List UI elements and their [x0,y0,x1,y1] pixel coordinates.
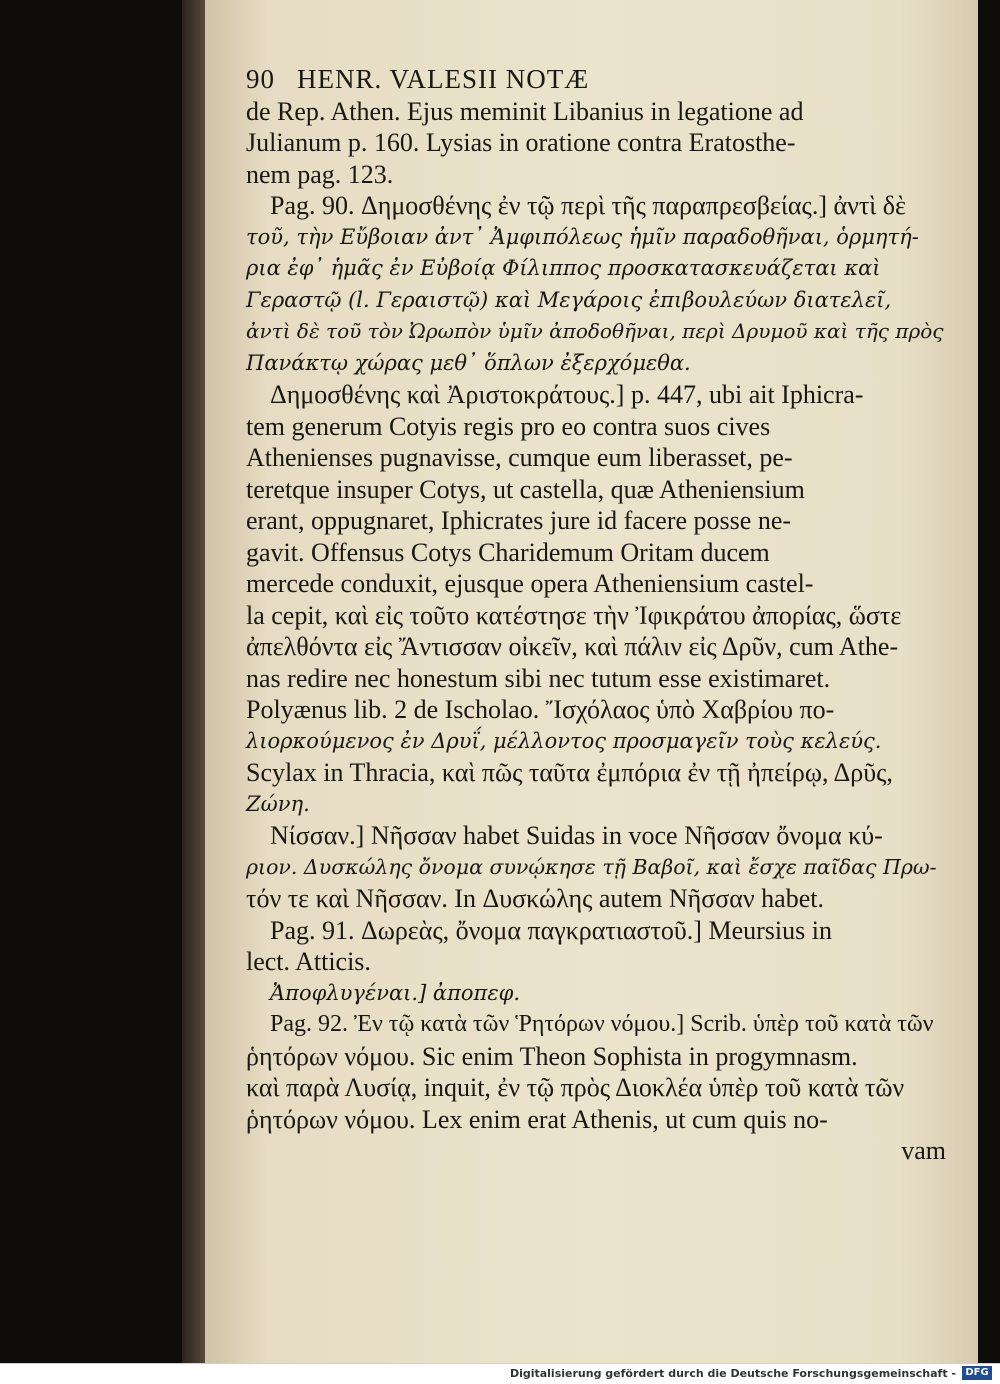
text-line: ἀπελθόντα εἰς Ἄντισσαν οἰκεῖν, καὶ πάλιν εἰς Δρῦν, cum Athe- [246,632,899,661]
text-line: mercede conduxit, ejusque opera Atheniensium castel- [246,569,814,598]
text-line: Ἀποφλυγέναι.] ἀποπεφ. [270,980,521,1005]
text-line: Polyænus lib. 2 de Ischolao. Ἴσχόλαος ὑπὸ Χαβρίου πο- [246,695,835,724]
text-line: Pag. 91. Δωρεὰς, ὄνομα παγκρατιαστοῦ.] Meursius in [270,915,832,945]
text-line: lect. Atticis. [246,947,371,976]
text-line: Pag. 92. Ἐν τῷ κατὰ τῶν Ῥητόρων νόμου.] Scrib. ὑπὲρ τοῦ κατὰ τῶν [270,1011,934,1037]
text-line: ριον. Δυσκώλης ὄνομα συνῴκησε τῇ Βαβοῖ, καὶ ἔσχε παῖδας Πρω- [246,854,937,879]
text-line: ρια ἐφ᾽ ἡμᾶς ἐν Εὐβοίᾳ Φίλιππος προσκατασκευάζεται καὶ [246,256,881,280]
text-line: καὶ παρὰ Λυσίᾳ, inquit, ἐν τῷ πρὸς Διοκλέα ὑπὲρ τοῦ κατὰ τῶν [246,1073,905,1102]
text-line: Πανάκτῳ χώρας μεθ᾽ ὅπλων ἐξερχόμεθα. [246,350,691,375]
text-line: Julianum p. 160. Lysias in oratione contra Eratosthe- [246,128,796,157]
text-line: ἀντὶ δὲ τοῦ τὸν Ὠρωπὸν ὑμῖν ἀποδοθῆναι, περὶ Δρυμοῦ καὶ τῆς πρὸς [246,319,944,343]
text-line: de Rep. Athen. Ejus meminit Libanius in legatione ad [246,96,804,126]
text-line: λιορκούμενος ἐν Δρυΐ, μέλλοντος προσμαγεῖν τοὺς κελεύς. [246,728,882,753]
running-head-title: HENR. VALESII NOTÆ [297,64,590,94]
text-line: Γεραστῷ (l. Γεραιστῷ) καὶ Μεγάροις ἐπιβουλεύων διατελεῖ, [246,287,892,312]
dfg-logo: DFG [962,1366,992,1380]
text-line: teretque insuper Cotys, ut castella, quæ Atheniensium [246,474,805,504]
text-line: tem generum Cotyis regis pro eo contra suos cives [246,411,771,441]
text-line: nas redire nec honestum sibi nec tutum esse existimaret. [246,663,831,693]
footer-credit: Digitalisierung gefördert durch die Deutsche Forschungsgemeinschaft - [509,1367,956,1380]
text-line: vam [901,1136,946,1165]
digitization-footer [0,1363,1000,1384]
text-line: Scylax in Thracia, καὶ πῶς ταῦτα ἐμπόρια ἐν τῇ ἠπείρῳ, Δρῦς, [246,758,893,787]
text-line: Pag. 90. Δημοσθένης ἐν τῷ περὶ τῆς παραπρεσβείας.] ἀντὶ δὲ [270,191,906,220]
text-line: Δημοσθένης καὶ Ἀριστοκράτους.] p. 447, ubi ait Iphicra- [270,380,864,409]
text-line: erant, oppugnaret, Iphicrates jure id facere posse ne- [246,506,792,535]
running-header [246,64,946,96]
text-line: gavit. Offensus Cotys Charidemum Oritam ducem [246,537,770,567]
text-line: la cepit, καὶ εἰς τοῦτο κατέστησε τὴν Ἰφικράτου ἀπορίας, ὥστε [246,600,902,630]
text-line: Athenienses pugnavisse, cumque eum liberasset, pe- [246,443,793,472]
text-line: Νίσσαν.] Νῆσσαν habet Suidas in voce Νῆσσαν ὄνομα κύ- [270,821,883,850]
text-line: τόν τε καὶ Νῆσσαν. In Δυσκώλης autem Νῆσσαν habet. [246,884,824,913]
text-line: τοῦ, τὴν Εὔβοιαν ἀντ᾽ Ἀμφιπόλεως ἡμῖν παραδοθῆναι, ὁρμητή- [246,224,919,249]
text-line: nem pag. 123. [246,159,394,189]
page-text-block [246,64,946,1167]
page-number: 90 [246,64,275,94]
text-line: Ζώνη. [246,791,310,816]
book-page [205,0,978,1363]
text-line: ῥητόρων νόμου. Lex enim erat Athenis, ut cum quis no- [246,1104,828,1134]
text-line: ῥητόρων νόμου. Sic enim Theon Sophista in progymnasm. [246,1041,858,1071]
